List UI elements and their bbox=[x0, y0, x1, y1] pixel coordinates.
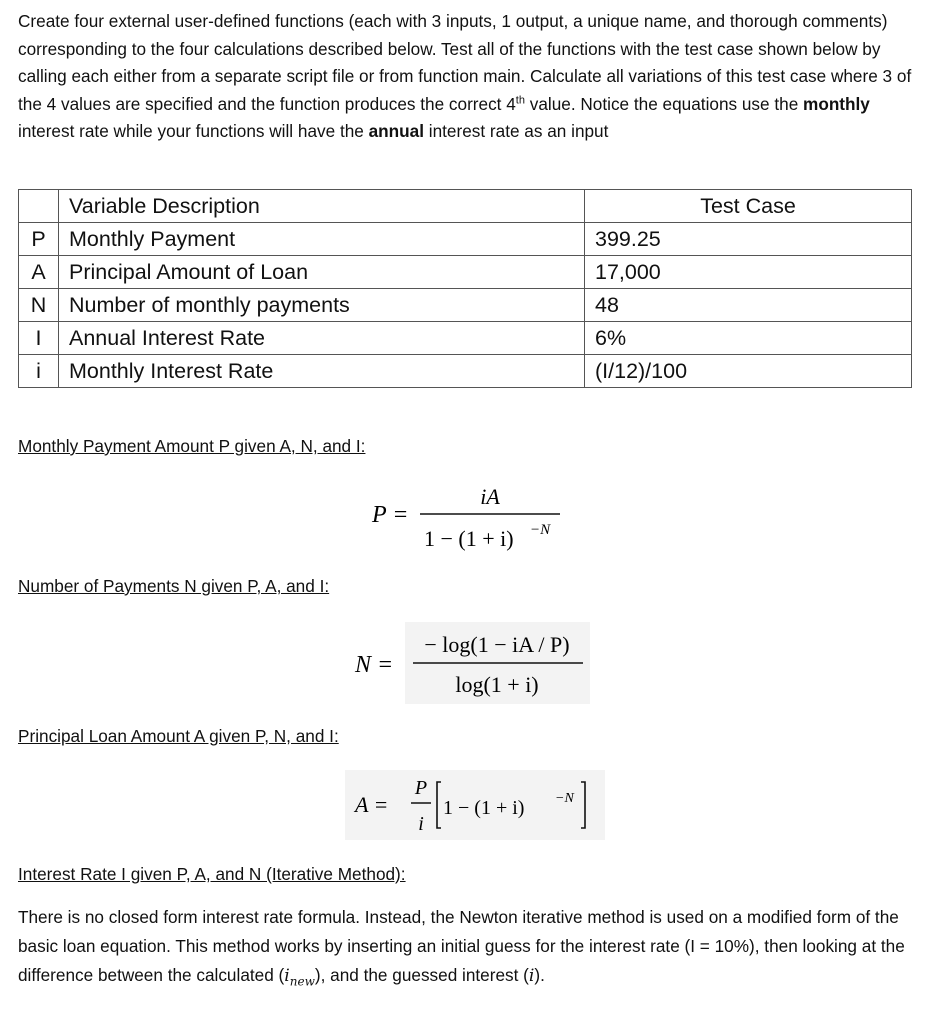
description-cell: Number of monthly payments bbox=[59, 289, 585, 322]
symbol-cell: I bbox=[19, 322, 59, 355]
payment-eq-denominator: 1 − (1 + i) bbox=[424, 526, 514, 551]
principal-heading: Principal Loan Amount A given P, N, and I: bbox=[18, 726, 339, 746]
number-eq-denominator: log(1 + i) bbox=[455, 672, 539, 697]
principal-eq-exponent: −N bbox=[555, 791, 574, 806]
paragraph-text-3: ). bbox=[534, 965, 545, 985]
payment-eq-numerator: iA bbox=[480, 484, 500, 509]
newton-method-paragraph bbox=[18, 903, 928, 996]
header-test-case-cell: Test Case bbox=[585, 190, 912, 223]
interest-heading: Interest Rate I given P, A, and N (Iterative Method): bbox=[18, 864, 406, 884]
number-eq-lhs: N = bbox=[355, 652, 394, 678]
number-heading: Number of Payments N given P, A, and I: bbox=[18, 576, 330, 596]
intro-text-4: interest rate as an input bbox=[424, 121, 609, 141]
description-cell: Annual Interest Rate bbox=[59, 322, 585, 355]
principal-equation bbox=[345, 770, 605, 840]
description-cell: Monthly Payment bbox=[59, 223, 585, 256]
test-value-cell: 48 bbox=[585, 289, 912, 322]
i-guess-symbol: i bbox=[528, 966, 535, 986]
paragraph-text-2: ), and the guessed interest ( bbox=[314, 965, 529, 985]
symbol-cell: i bbox=[19, 355, 59, 388]
description-cell: Monthly Interest Rate bbox=[59, 355, 585, 388]
payment-equation bbox=[362, 474, 572, 556]
table-row bbox=[19, 256, 912, 289]
emphasis-monthly: monthly bbox=[803, 93, 870, 114]
payment-eq-lhs: P = bbox=[372, 502, 409, 528]
header-description-cell: Variable Description bbox=[59, 190, 585, 223]
payment-eq-exponent: −N bbox=[530, 522, 551, 538]
table-row bbox=[19, 223, 912, 256]
emphasis-annual: annual bbox=[368, 121, 424, 141]
intro-text-2: value. Notice the equations use the bbox=[524, 93, 804, 114]
assignment-intro bbox=[18, 8, 930, 146]
principal-eq-lhs: A = bbox=[355, 792, 389, 817]
test-value-cell: 17,000 bbox=[585, 256, 912, 289]
paragraph-text-1: There is no closed form interest rate formula. Instead, the Newton iterative method is used on a modified form of the basic loan equation. This method works by inserting an initial guess for the interest rate (I = 10%), then looking at the difference between the calculated ( bbox=[18, 907, 905, 985]
intro-text-1: Create four external user-defined functions (each with 3 inputs, 1 output, a unique name, and thorough comments) corresponding to the four calculations described below. Test all of the functions with the test case shown below by calling each either from a separate script file or from function main. Calculate all variations of this test case where 3 of the 4 values are specified and the function produces the correct 4 bbox=[18, 11, 912, 114]
test-value-cell: 399.25 bbox=[585, 223, 912, 256]
table-row bbox=[19, 289, 912, 322]
ordinal-suffix: th bbox=[515, 93, 525, 106]
principal-eq-numerator: P bbox=[414, 777, 428, 799]
number-equation bbox=[345, 622, 590, 704]
table-header-row bbox=[19, 190, 912, 223]
variables-table bbox=[18, 189, 912, 388]
principal-eq-denominator: i bbox=[418, 813, 424, 835]
principal-eq-body: 1 − (1 + i) bbox=[443, 797, 525, 819]
description-cell: Principal Amount of Loan bbox=[59, 256, 585, 289]
intro-text-3: interest rate while your functions will have the bbox=[18, 121, 369, 141]
payment-heading: Monthly Payment Amount P given A, N, and I: bbox=[18, 436, 366, 456]
table-row bbox=[19, 322, 912, 355]
symbol-cell: A bbox=[19, 256, 59, 289]
test-value-cell: (I/12)/100 bbox=[585, 355, 912, 388]
table-row bbox=[19, 355, 912, 388]
i-new-symbol: $i_{new}$ bbox=[284, 966, 315, 989]
header-symbol-cell bbox=[19, 190, 59, 223]
symbol-cell: N bbox=[19, 289, 59, 322]
symbol-cell: P bbox=[19, 223, 59, 256]
number-eq-numerator: − log(1 − iA / P) bbox=[424, 632, 570, 657]
test-value-cell: 6% bbox=[585, 322, 912, 355]
